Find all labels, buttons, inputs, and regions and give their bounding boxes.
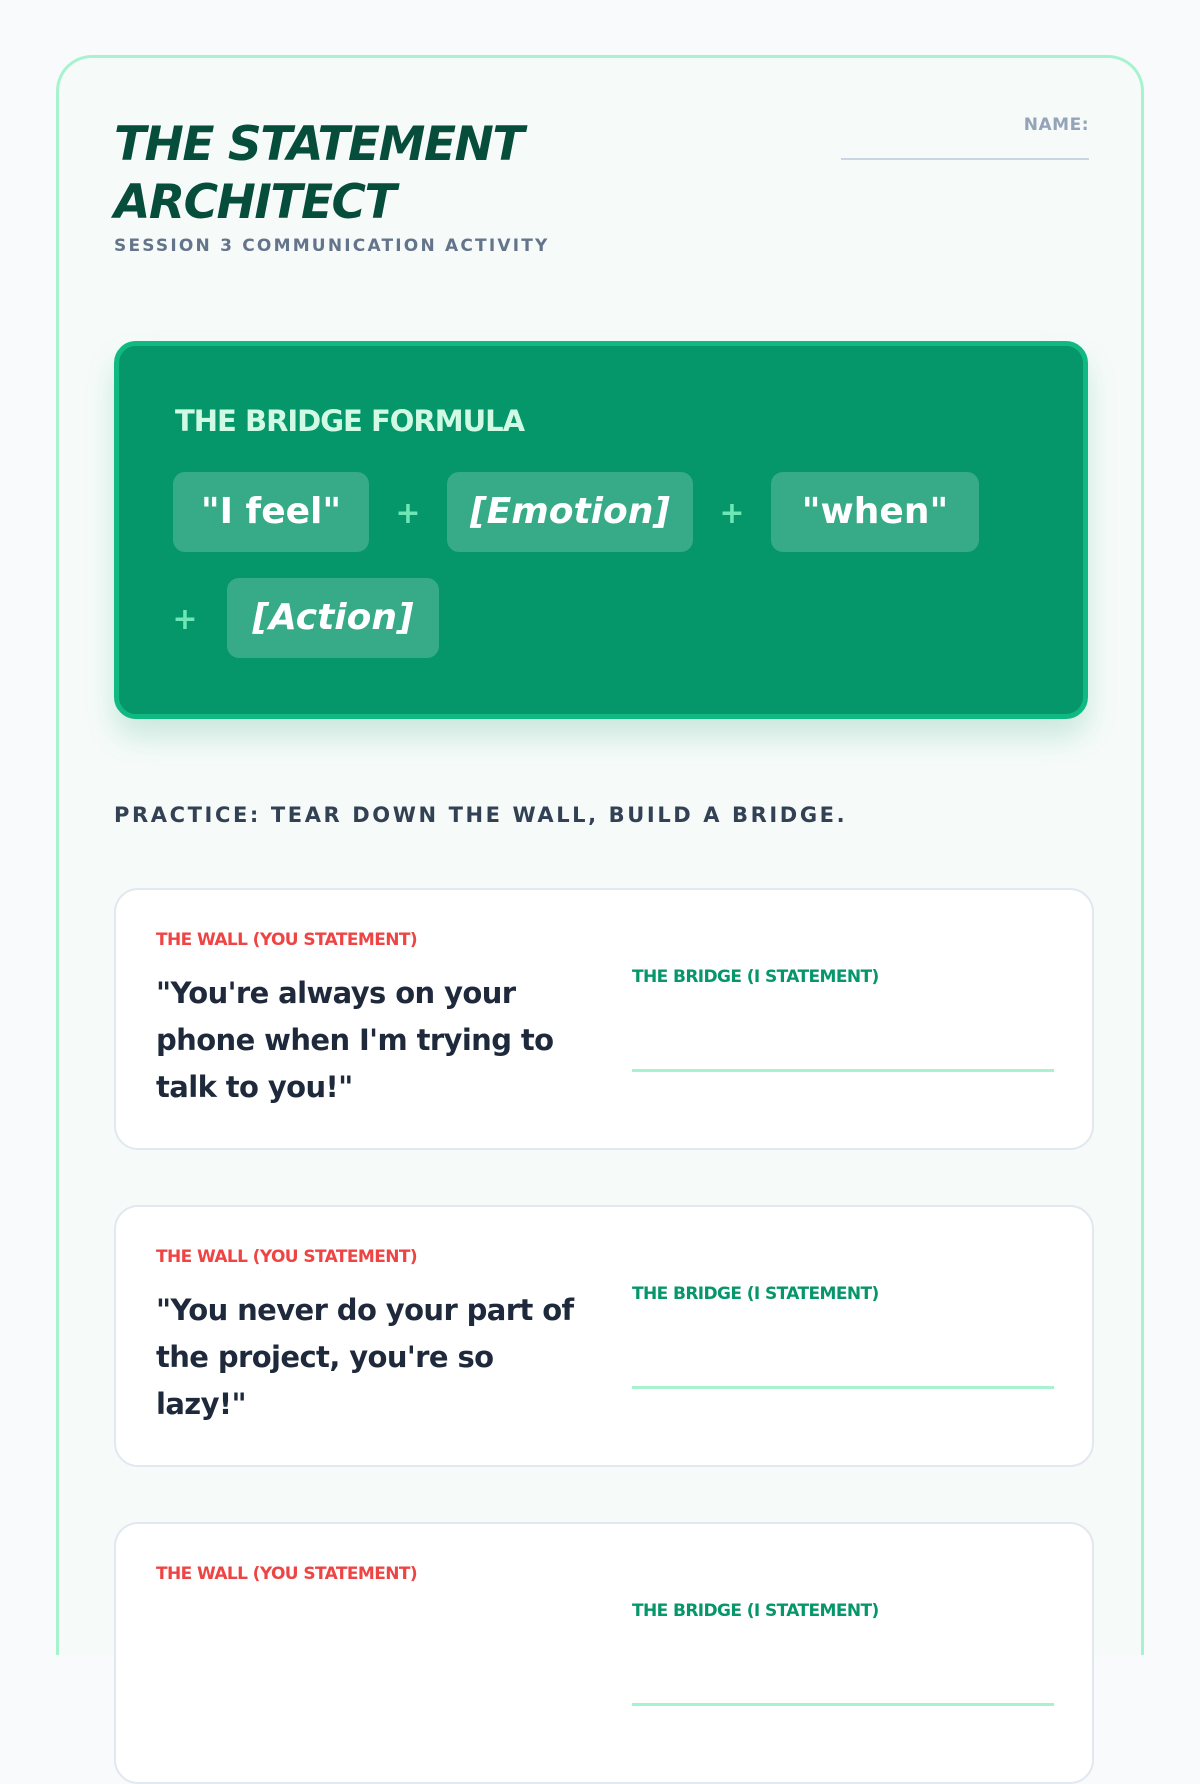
page-title: THE STATEMENT ARCHITECT <box>114 117 523 230</box>
wall-label: THE WALL (YOU STATEMENT) <box>156 1564 418 1584</box>
bridge-label: THE BRIDGE (I STATEMENT) <box>632 1284 879 1304</box>
worksheet-page <box>56 55 1144 1655</box>
practice-card <box>114 1205 1094 1467</box>
wall-statement: "You never do your part of the project, you're so lazy!" <box>156 1293 574 1421</box>
wall-label: THE WALL (YOU STATEMENT) <box>156 1247 418 1267</box>
formula-chip-i-feel: "I feel" <box>173 472 369 552</box>
name-field-line[interactable] <box>841 158 1089 160</box>
bridge-label: THE BRIDGE (I STATEMENT) <box>632 1601 879 1621</box>
practice-heading: PRACTICE: TEAR DOWN THE WALL, BUILD A BRIDGE. <box>114 803 848 827</box>
wall-statement: "You're always on your phone when I'm trying to talk to you!" <box>156 976 554 1104</box>
plus-sign: + <box>395 496 421 531</box>
bridge-answer-line[interactable] <box>632 1703 1054 1706</box>
formula-chip-when: "when" <box>771 472 979 552</box>
wall-label: THE WALL (YOU STATEMENT) <box>156 930 418 950</box>
formula-chip-emotion: [Emotion] <box>447 472 693 552</box>
bridge-formula-box <box>114 341 1088 719</box>
name-label: NAME: <box>1023 115 1089 135</box>
page-subtitle: SESSION 3 COMMUNICATION ACTIVITY <box>114 236 550 256</box>
practice-card <box>114 1522 1094 1784</box>
formula-chip-action: [Action] <box>227 578 439 658</box>
plus-sign: + <box>172 602 198 637</box>
practice-card <box>114 888 1094 1150</box>
bridge-label: THE BRIDGE (I STATEMENT) <box>632 967 879 987</box>
bridge-answer-line[interactable] <box>632 1386 1054 1389</box>
plus-sign: + <box>719 496 745 531</box>
formula-title: THE BRIDGE FORMULA <box>175 404 525 438</box>
bridge-answer-line[interactable] <box>632 1069 1054 1072</box>
